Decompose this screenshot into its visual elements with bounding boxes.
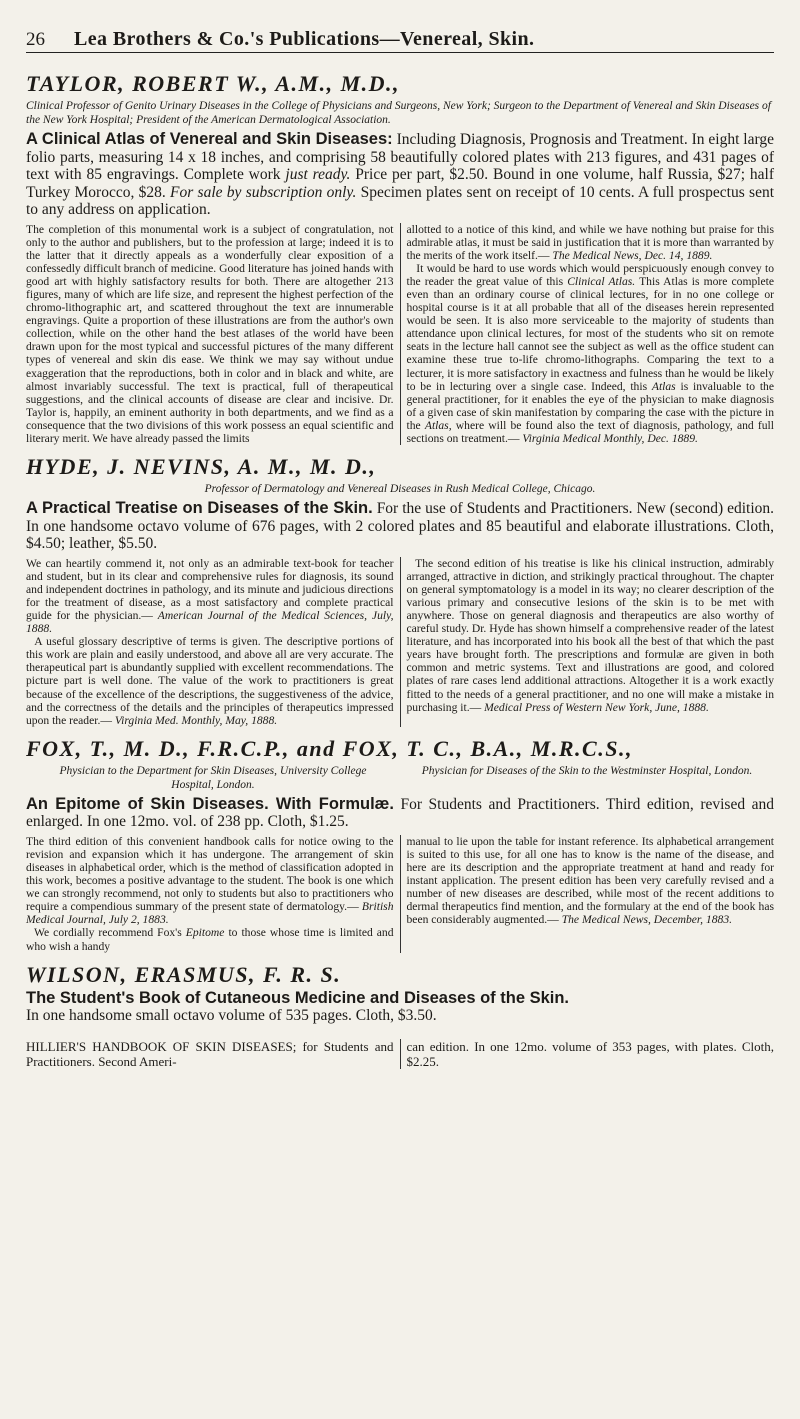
review-right-column <box>401 557 775 727</box>
review-text-part: The third edition of this convenient handbook calls for notice owing to the revision and expansion which it has undergone. The arrangement of skin diseases in alphabetical order, which is the method of classification adopted in this work, becomes a positive advantage to the student. The book is one which we can strongly recommend, not only to students but also to practitioners who require a compendious summary of the present state of dermatology.— <box>26 834 394 914</box>
review-left-column <box>26 223 401 446</box>
review-text <box>26 926 394 952</box>
book-description-emphasis: just ready. <box>285 166 351 183</box>
footer-listing <box>26 1039 774 1069</box>
book-description: Including Diagnosis, Prognosis and Treatment. In eight large folio parts, measuring 14 x 18 inches, and comprising 58 beautifully colored plates with 213 figures, and 431 pages of text with 85 engravings. Complete work <box>26 131 775 183</box>
running-title: Lea Brothers & Co.'s Publications—Venereal, Skin. <box>74 28 535 50</box>
review-right-column <box>401 223 775 446</box>
review-text-part: manual to lie upon the table for instant reference. Its alphabetical arrangement is suited to this use, for all one has to know is the name of the disease, and here are its description and the appropriate treatment at hand and ready for instant application. The present edition has been very carefully revised and a number of new diseases are described, while most of the recent additions to dermal therapeutics find mention, and the formulary at the end of the book has been considerably augmented.— <box>406 834 774 927</box>
review-left-column <box>26 835 401 953</box>
review-text-part: The second edition of his treatise is like his clinical instruction, admirably arranged, attractive in diction, and strikingly practical throughout. The chapter on general symptomatology is a model in its way; no clearer description of the various primary and consecutive lesions of the skin is to be met with anywhere. Those on general diagnosis and therapeutics are also worthy of careful study. Dr. Hyde has shown himself a comprehensive reader of the latest literature, and has incorporated into his book all the best of that which the past years have brought forth. The prescriptions and formulæ are given in both common and metric systems. Text and illustrations are good, and colored plates of rare cases lend additional attractions. Altogether it is a work exactly fitted to the needs of a general practitioner, and no one will make a mistake in purchasing it.— <box>406 556 774 714</box>
review-text-part: It would be hard to use words which would perspicuously enough convey to the reader the great value of this <box>406 261 774 288</box>
page-number: 26 <box>26 29 45 50</box>
review-emphasis: Atlas <box>651 379 676 393</box>
review-text-part: is invaluable to the general practitioner, for it enables the eye of the physician to make diagnosis of a given case of skin manifestation by comparing the case with the picture in the <box>406 379 774 432</box>
review-text-part: where will be found also the text of diagnosis, pathology, and full sections on treatment.— <box>406 418 775 445</box>
review-text <box>26 557 394 636</box>
review-text <box>26 835 394 927</box>
review-text <box>407 223 775 262</box>
page <box>26 28 774 1069</box>
book-listing <box>26 796 774 831</box>
review-text: The completion of this monumental work is a subject of congratulation, not only to the author and publishers, but to the profession at large; indeed it is to the latter that it directly appeals as a wonderfully clear exposition of a confessedly difficult branch of medicine. Good literature has joined hands with good art with highly satisfactory results for both. There are altogether 213 figures, many of which are life size, and represent the highest perfection of the chromo-lithographic art, and scattered throughout the text are innumerable engravings. Quite a proportion of these illustrations are from the author's own collection, while on the other hand the best atlases of the world have been drawn upon for the most typical and successful pictures of the many different types of venereal and skin dis ease. We think we may say without undue exaggeration that the reproductions, both in color and in black and white, are almost invariably successful. The text is practical, full of therapeutical suggestions, and the clinical accounts of disease are clear and incisive. Dr. Taylor is, happily, an eminent authority in both departments, and we find as a consequence that the two divisions of this work possess an equal scientific and literary merit. We have already passed the limits <box>26 222 394 445</box>
review-emphasis: Clinical Atlas. <box>567 274 636 288</box>
book-specimen-note: Specimen plates sent on receipt of 10 cents. A full prospectus sent to any address on application. <box>26 183 775 218</box>
review-source: British Medical Journal, July 2, 1883. <box>26 900 394 927</box>
author-credentials <box>26 764 774 792</box>
review-source: The Medical News, December, 1883. <box>561 913 733 927</box>
running-head <box>26 28 774 53</box>
review-text <box>407 557 775 714</box>
review-text <box>26 635 394 727</box>
review-text <box>407 262 775 445</box>
book-title: A Clinical Atlas of Venereal and Skin Diseases: <box>26 130 393 148</box>
book-listing <box>26 131 774 219</box>
footer-right: can edition. In one 12mo. volume of 353 pages, with plates. Cloth, $2.25. <box>406 1038 774 1069</box>
review-text-part: We cordially recommend Fox's <box>34 926 182 940</box>
book-title: A Practical Treatise on Diseases of the Skin. <box>26 499 373 518</box>
review-text <box>407 835 775 927</box>
author-name: TAYLOR, ROBERT W., A.M., M.D., <box>26 71 401 96</box>
book-title: The Student's Book of Cutaneous Medicine and Diseases of the Skin. <box>26 988 570 1007</box>
review-text-part: A useful glossary descriptive of terms is given. The descriptive portions of this work are plain and easily understood, and above all are very accurate. The therapeutical part is abundantly supplied with excellent recommendations. The picture part is well done. The value of the work to practitioners is great because of the excellence of the descriptions, the suggestiveness of the advice, and the correctness of the details and the principles of therapeutics impressed upon the reader.— <box>26 635 394 727</box>
review-columns <box>26 223 774 446</box>
review-text-part: to those whose time is limited and who wish a handy <box>26 926 394 953</box>
review-columns <box>26 835 774 953</box>
book-description: In one handsome small octavo volume of 535 pages. Cloth, $3.50. <box>26 1007 437 1025</box>
review-left-column <box>26 557 401 727</box>
book-title: An Epitome of Skin Diseases. With Formulæ. <box>26 794 394 813</box>
review-text-part: We can heartily commend it, not only as an admirable text-book for teacher and student, but in its clear and comprehensive rules for diagnosis, its sound and independent doctrines in pathology, and its minute and judicious directions for the treatment of disease, as a most satisfactory and complete practical guide for the physician.— <box>26 556 394 622</box>
review-emphasis: Epitome <box>185 926 225 940</box>
book-description: For Students and Practitioners. Third edition, revised and enlarged. In one 12mo. vol. of 238 pp. Cloth, $1.25. <box>26 795 775 831</box>
review-text-part: allotted to a notice of this kind, and while we have nothing but praise for this admirable atlas, it must be said in justification that it is more than warranted by the merits of the work itself.— <box>406 222 774 262</box>
review-source: Virginia Med. Monthly, May, 1888. <box>114 713 278 727</box>
book-listing <box>26 990 774 1025</box>
author-name: HYDE, J. NEVINS, A. M., M. D., <box>26 454 377 480</box>
book-description: For the use of Students and Practitioners. New (second) edition. In one handsome octavo volume of 676 pages, with 2 colored plates and 85 beautiful and elaborate illustrations. Cloth, $4.50; leather, $5.50. <box>26 500 775 553</box>
entry-taylor <box>26 71 774 445</box>
review-source: Virginia Medical Monthly, Dec. 1889. <box>522 432 698 445</box>
review-source: Medical Press of Western New York, June, 1888. <box>484 700 709 714</box>
review-right-column <box>401 835 775 953</box>
book-subscription-note: For sale by subscription only. <box>170 183 357 201</box>
author-name: FOX, T., M. D., F.R.C.P., and FOX, T. C., B.A., M.R.C.S., <box>26 735 633 761</box>
entry-wilson <box>26 962 774 1025</box>
credentials-right: Physician for Diseases of the Skin to the Westminster Hospital, London. <box>421 764 753 777</box>
review-columns <box>26 557 774 727</box>
book-listing <box>26 500 774 553</box>
entry-fox <box>26 736 774 953</box>
author-credentials: Clinical Professor of Genito Urinary Diseases in the College of Physicians and Surgeons, New York; Surgeon to the Department of Venereal and Skin Diseases of the New York Hospital; President of the American Dermatological Association. <box>26 100 771 126</box>
review-source: American Journal of the Medical Sciences, July, 1888. <box>26 608 394 636</box>
entry-hyde <box>26 454 774 727</box>
credentials-left: Physician to the Department for Skin Diseases, University College Hospital, London. <box>59 764 367 791</box>
author-name: WILSON, ERASMUS, F. R. S. <box>26 961 342 987</box>
review-source: The Medical News, Dec. 14, 1889. <box>552 248 713 262</box>
review-emphasis: Atlas, <box>424 418 452 432</box>
review-text-part: This Atlas is more complete even than an ordinary course of clinical lectures, for in no one college or hospital course is it at all probable that all of the diseases herein represented would be seen. It is also more serviceable to the majority of students than attendance upon clinical lectures, for most of the students who sit on remote seats in the lecture hall cannot see the subject as well as the office student can examine these true to-life chromo-lithographs. Comparing the text to a lecturer, it is more satisfactory in exactness and fulness than he would be likely to be in lecturing over a single case. Indeed, this <box>406 274 774 393</box>
author-credentials: Professor of Dermatology and Venereal Diseases in Rush Medical College, Chicago. <box>204 483 596 496</box>
book-price: Price per part, $2.50. Bound in one volume, half Russia, $27; half Turkey Morocco, $28. <box>26 166 775 201</box>
footer-left: HILLIER'S HANDBOOK OF SKIN DISEASES; for Students and Practitioners. Second Ameri- <box>26 1039 401 1069</box>
